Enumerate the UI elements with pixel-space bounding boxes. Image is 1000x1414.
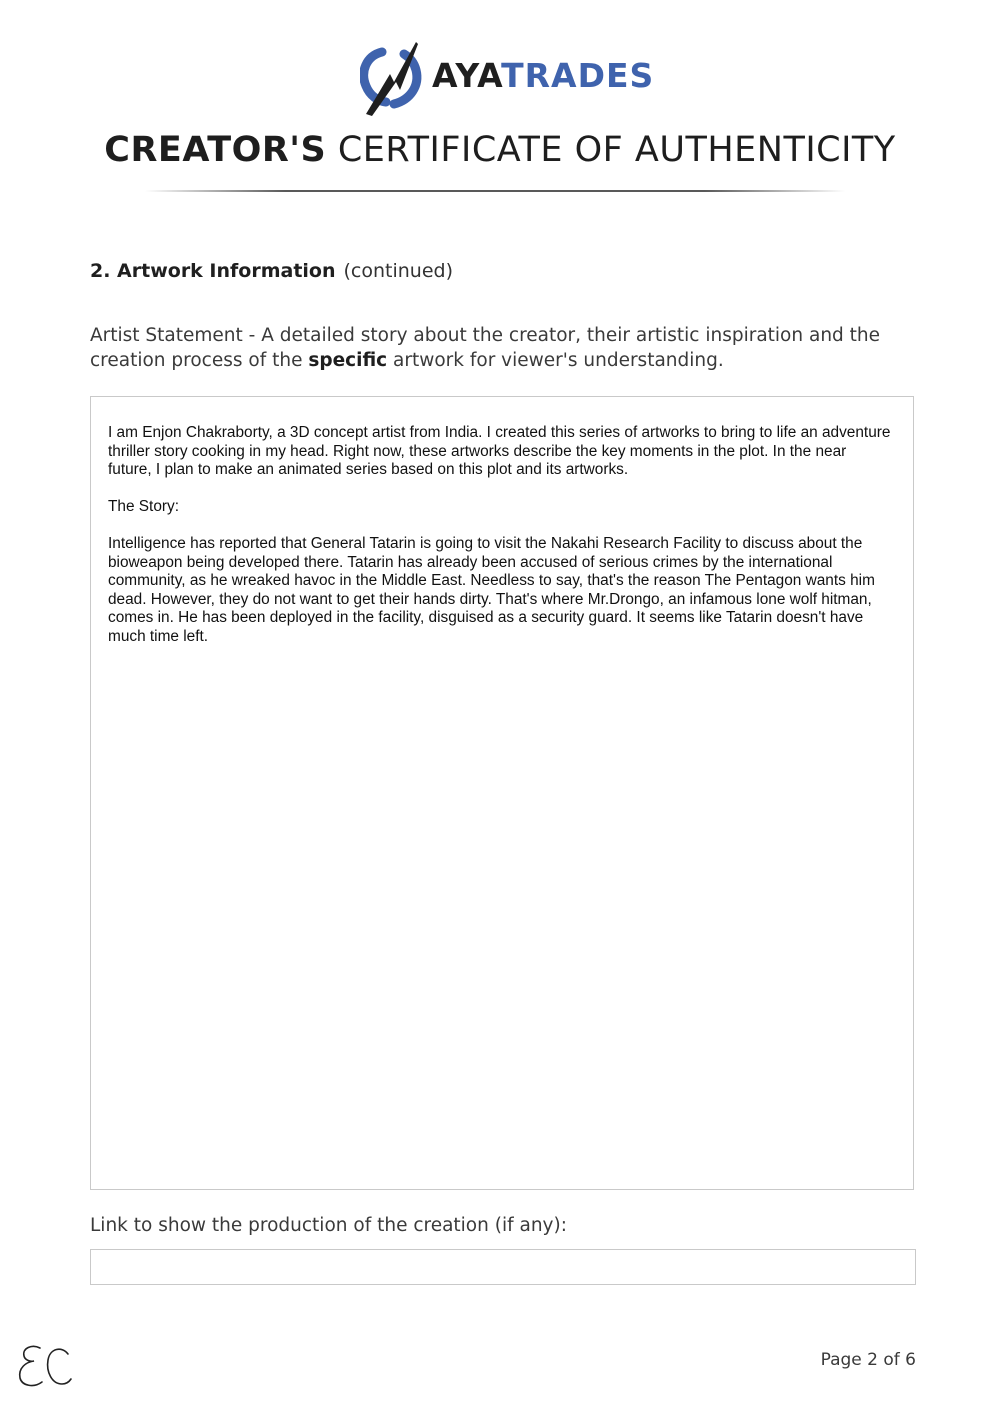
brand-name-part2: TRADES (501, 56, 655, 95)
production-link-label: Link to show the production of the creation (if any): (90, 1215, 567, 1236)
description-text-1: Artist Statement - A detailed story about the creator, their artistic inspiration and the creation process of the (90, 325, 881, 371)
initials-signature (14, 1340, 74, 1392)
statement-paragraph-story: Intelligence has reported that General Tatarin is going to visit the Nakahi Research Facility to discuss about the bioweapon being developed there. Tatarin has already been accused of serious crimes by the international community, as he wreaked havoc in the Middle East. Needless to say, that's the reason The Pentagon wants him dead. However, they do not want to get their hands dirty. That's where Mr.Drongo, an infamous lone wolf hitman, comes in. He has been deployed in the facility, disguised as a security guard. It seems like Tatarin doesn't have much time left. (108, 535, 875, 645)
description-emphasis: specific (308, 350, 388, 371)
artist-statement-description (90, 323, 890, 373)
certificate-title-bold: CREATOR'S (104, 130, 327, 170)
statement-paragraph-story-label: The Story: (108, 498, 179, 515)
brand-name (432, 56, 654, 95)
artist-statement-text (108, 424, 893, 665)
statement-paragraph-intro: I am Enjon Chakraborty, a 3D concept artist from India. I created this series of artworks to bring to life an adventure thriller story cooking in my head. Right now, these artworks describe the key moments in the plot. In the near future, I plan to make an animated series based on this plot and its artworks. (108, 424, 891, 478)
artist-statement-box[interactable] (90, 396, 914, 1190)
title-divider (145, 190, 845, 192)
signature-drawing (14, 1340, 74, 1392)
aya-logo-icon (360, 38, 424, 118)
section-heading-title: 2. Artwork Information (90, 260, 336, 282)
brand-logo (360, 38, 655, 118)
certificate-title (0, 130, 1000, 170)
brand-name-part1: AYA (432, 56, 502, 95)
certificate-title-rest: CERTIFICATE OF AUTHENTICITY (337, 130, 896, 170)
production-link-field[interactable] (90, 1249, 916, 1285)
description-text-2: artwork for viewer's understanding. (387, 350, 724, 371)
section-heading-suffix: (continued) (343, 260, 454, 282)
section-heading (90, 260, 453, 282)
page-number: Page 2 of 6 (820, 1350, 916, 1370)
